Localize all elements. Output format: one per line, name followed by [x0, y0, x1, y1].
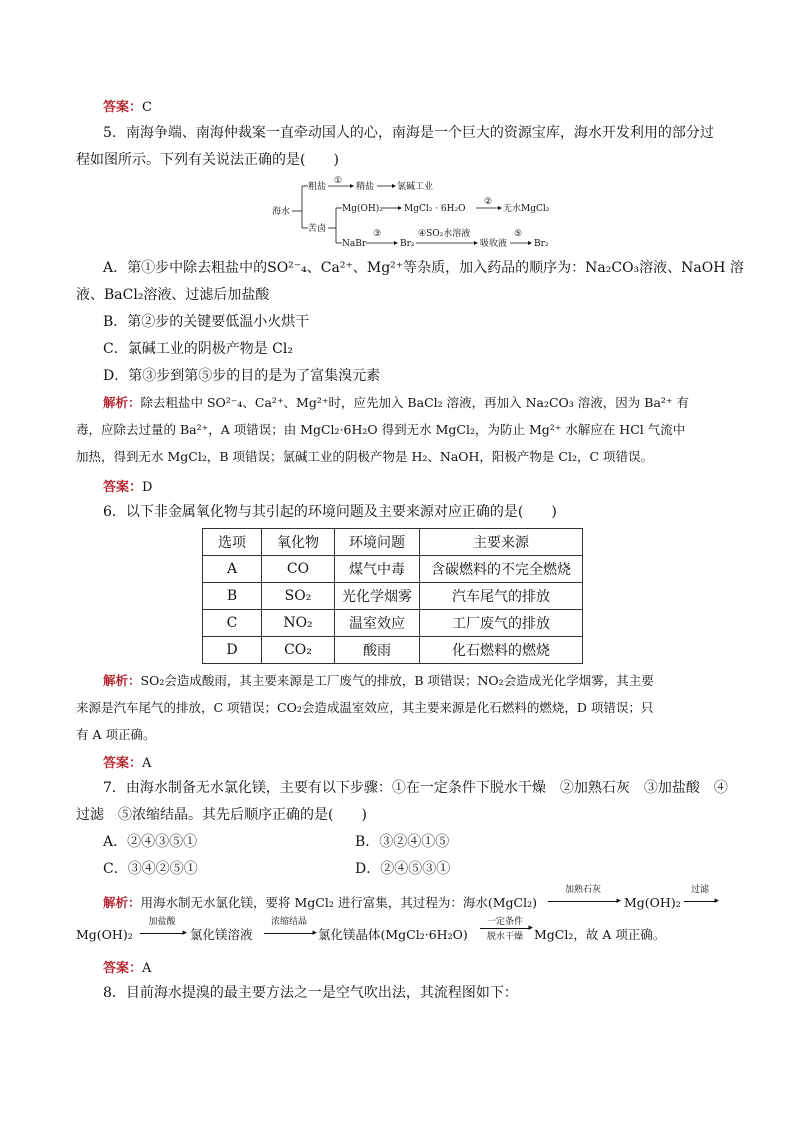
q7-mid1: Mg(OH)₂: [624, 895, 681, 910]
q8-stem: 8．目前海水提溴的最主要方法之一是空气吹出法，其流程图如下：: [103, 985, 518, 1001]
q5-optD: D．第③步到第⑤步的目的是为了富集溴元素: [103, 368, 381, 384]
flow-seawater: 海水: [272, 207, 291, 217]
table-cell: 含碳燃料的不完全燃烧: [420, 556, 583, 583]
q7-explanation-line2-start: Mg(OH)₂: [76, 927, 133, 942]
flow-so2: ④SO₂水溶液: [418, 229, 471, 239]
q7-arrow1: 加熟石灰 ▸: [548, 882, 618, 902]
q5-optA-line1: A．第①步中除去粗盐中的SO²⁻₄、Ca²⁺、Mg²⁺等杂质，加入药品的顺序为：Na₂CO₃溶液、NaOH 溶: [103, 260, 744, 276]
table-cell: 光化学烟雾: [335, 583, 420, 610]
q5-explanation-line1: 解析：除去粗盐中 SO²⁻₄、Ca²⁺、Mg²⁺时，应先加入 BaCl₂ 溶液，再加入 Na₂CO₃ 溶液，因为 Ba²⁺ 有: [103, 395, 689, 410]
table-cell: 汽车尾气的排放: [420, 583, 583, 610]
q4-answer: 答案：C: [103, 99, 152, 115]
q7-explanation-line1: 解析：用海水制无水氯化镁，要将 MgCl₂ 进行富集，其过程为：海水(MgCl₂): [103, 895, 537, 910]
table-row: [203, 637, 583, 664]
table-cell: D: [203, 637, 262, 664]
q7-mid2: 氯化镁溶液: [190, 927, 253, 942]
q5-answer: 答案：D: [103, 479, 153, 495]
q7-stem-line2: 过滤 ⑤浓缩结晶。其先后顺序正确的是( ): [76, 807, 367, 823]
table-cell: 煤气中毒: [335, 556, 420, 583]
table-cell: C: [203, 610, 262, 637]
q5-explanation-line3: 加热，得到无水 MgCl₂，B 项错误；氯碱工业的阴极产物是 H₂、NaOH，阳极产物是 Cl₂，C 项错误。: [76, 449, 654, 464]
q5-optC: C．氯碱工业的阴极产物是 Cl₂: [103, 341, 293, 357]
q5-flow-diagram: [270, 176, 570, 252]
flow-circle5: ⑤: [514, 229, 523, 239]
q7-optA: A．②④③⑤①: [103, 834, 198, 850]
flow-circle3: ③: [373, 229, 382, 239]
flow-br2a: Br₂: [400, 239, 415, 249]
table-cell: 温室效应: [335, 610, 420, 637]
q7-arrow2: 过滤 ▸: [684, 882, 716, 902]
header-cell: 主要来源: [420, 529, 583, 556]
table-row: [203, 556, 583, 583]
q6-answer: 答案：A: [103, 755, 152, 771]
table-cell: SO₂: [262, 583, 335, 610]
q7-end: MgCl₂，故 A 项正确。: [534, 927, 666, 942]
table-cell: 化石燃料的燃烧: [420, 637, 583, 664]
table-cell: NO₂: [262, 610, 335, 637]
table-row: [203, 583, 583, 610]
table-cell: 工厂废气的排放: [420, 610, 583, 637]
table-cell: A: [203, 556, 262, 583]
q7-arrow3: 加盐酸 ▸: [140, 914, 184, 934]
table-cell: CO₂: [262, 637, 335, 664]
q7-mid3: 氯化镁晶体(MgCl₂·6H₂O): [318, 927, 468, 942]
table-header-row: [203, 529, 583, 556]
q6-stem: 6．以下非金属氧化物与其引起的环境问题及主要来源对应正确的是( ): [103, 504, 557, 520]
q5-stem-line1: 5．南海争端、南海仲裁案一直牵动国人的心，南海是一个巨大的资源宝库，海水开发利用的部分过: [103, 125, 714, 141]
flow-circle2: ②: [484, 197, 493, 207]
q7-arrow4: 浓缩结晶 ▸: [264, 914, 314, 934]
q5-optB: B．第②步的关键要低温小火烘干: [103, 314, 310, 330]
flow-circle1: ①: [334, 176, 343, 186]
q5-optA-line2: 液、BaCl₂溶液、过滤后加盐酸: [76, 287, 270, 303]
flow-absorb: 吸收液: [480, 239, 508, 249]
q6-explanation-line3: 有 A 项正确。: [76, 727, 156, 742]
flow-br2b: Br₂: [534, 239, 549, 249]
q7-optD: D．②④⑤③①: [355, 861, 451, 877]
table-cell: 酸雨: [335, 637, 420, 664]
header-cell: 环境问题: [335, 529, 420, 556]
q7-optC: C．③④②⑤①: [103, 861, 198, 877]
q6-table: [202, 528, 583, 664]
flow-crude-salt: 粗盐: [308, 182, 327, 192]
flow-mgoh2: Mg(OH)₂: [342, 204, 383, 214]
flow-nabr: NaBr: [342, 239, 367, 249]
q5-explanation-line2: 毒，应除去过量的 Ba²⁺，A 项错误；由 MgCl₂·6H₂O 得到无水 MgCl₂，为防止 Mg²⁺ 水解应在 HCl 气流中: [76, 422, 686, 437]
flow-bittern: 苦卤: [308, 224, 327, 234]
table-cell: CO: [262, 556, 335, 583]
q5-stem-line2: 程如图所示。下列有关说法正确的是( ): [76, 152, 339, 168]
flow-fine-salt: 精盐: [356, 182, 375, 192]
flow-chlor-alkali: 氯碱工业: [397, 182, 434, 192]
q7-optB: B．③②④①⑤: [355, 834, 450, 850]
q7-stem-line1: 7．由海水制备无水氯化镁，主要有以下步骤：①在一定条件下脱水干燥 ②加熟石灰 ③加盐酸 ④: [103, 780, 728, 796]
table-row: [203, 610, 583, 637]
flow-anhydrous: 无水MgCl₂: [503, 204, 550, 214]
header-cell: 氧化物: [262, 529, 335, 556]
q7-arrow5: 一定条件 ▸ 脱水干燥: [480, 914, 530, 942]
q6-explanation-line2: 来源是汽车尾气的排放，C 项错误；CO₂会造成温室效应，其主要来源是化石燃料的燃烧，D 项错误；只: [76, 700, 654, 715]
table-cell: B: [203, 583, 262, 610]
header-cell: 选项: [203, 529, 262, 556]
q7-answer: 答案：A: [103, 960, 152, 976]
q6-explanation-line1: 解析：SO₂会造成酸雨，其主要来源是工厂废气的排放，B 项错误；NO₂会造成光化学烟雾，其主要: [103, 673, 654, 688]
flow-mgcl2-hydrate: MgCl₂ · 6H₂O: [404, 204, 466, 214]
